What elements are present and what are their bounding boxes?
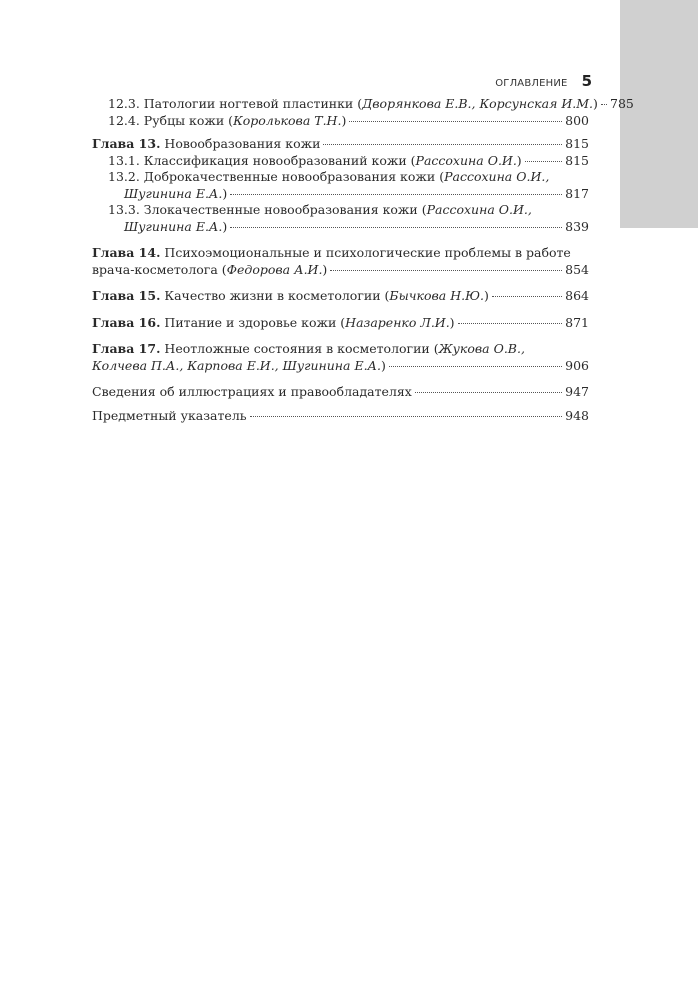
- leader-dots: [525, 161, 562, 162]
- chapter-tab: [620, 0, 698, 228]
- toc-entry-author: Жукова О.В.,: [438, 341, 525, 356]
- chapter-label: Глава 16.: [92, 314, 161, 330]
- toc-entry-author: Шугинина Е.А.: [124, 218, 223, 234]
- running-head: [478, 72, 592, 92]
- toc-entry-title: Неотложные состояния в косметологии (: [164, 341, 439, 356]
- chapter-label: Глава 13.: [92, 136, 161, 151]
- toc-entry-page: 864: [565, 288, 589, 303]
- chapter-label: Глава 15.: [92, 288, 161, 303]
- leader-dots: [415, 392, 562, 393]
- toc-entry-author: Шугинина Е.А.: [124, 185, 223, 201]
- toc-entry-author: Рассохина О.И.,: [426, 202, 532, 217]
- toc-entry-punct: ): [449, 314, 455, 330]
- toc-entry-illustrations[interactable]: [92, 384, 589, 401]
- toc-entry-punct: ): [322, 261, 328, 277]
- toc-entry-author: Дворянкова Е.В., Корсунская И.М.: [362, 96, 593, 111]
- toc-entry-chapter-17[interactable]: [92, 341, 589, 374]
- leader-dots: [250, 416, 562, 417]
- leader-dots: [230, 194, 562, 195]
- page-number: 5: [581, 72, 592, 90]
- toc-entry-title: 13.2. Доброкачественные новообразования кожи (: [108, 169, 445, 184]
- chapter-label: Глава 14.: [92, 245, 161, 260]
- leader-dots: [323, 144, 562, 145]
- toc-entry-title: Предметный указатель: [92, 407, 247, 423]
- toc-entry-title: 12.4. Рубцы кожи (: [108, 112, 234, 128]
- toc-entry-author: Назаренко Л.И.: [345, 314, 450, 330]
- toc-entry-title: 12.3. Патологии ногтевой пластинки (: [108, 96, 363, 111]
- toc-entry-title: Психоэмоциональные и психологические проблемы в работе: [164, 245, 571, 260]
- toc-entry-13-2[interactable]: [92, 169, 589, 202]
- toc-entry-title: Новообразования кожи: [164, 136, 321, 151]
- toc-entry-page: 871: [565, 314, 589, 330]
- toc-entry-punct: ): [222, 185, 228, 201]
- leader-dots: [492, 296, 562, 297]
- leader-dots: [330, 270, 562, 271]
- toc-entry-page: 906: [565, 357, 589, 373]
- toc-entry-page: 948: [565, 407, 589, 423]
- toc-entry-title: Качество жизни в косметологии (: [164, 288, 390, 303]
- leader-dots: [458, 323, 562, 324]
- leader-dots: [230, 227, 562, 228]
- toc-entry-page: 947: [565, 384, 589, 399]
- toc-entry-author: Бычкова Н.Ю.: [389, 288, 484, 303]
- leader-dots: [601, 104, 607, 105]
- toc-entry-author: Королькова Т.Н.: [233, 112, 342, 128]
- toc-entry-chapter-13[interactable]: [92, 136, 589, 153]
- toc-entry-title: врача-косметолога (: [92, 261, 227, 277]
- toc-entry-title: 13.1. Классификация новообразований кожи (: [108, 152, 416, 168]
- toc-entry-title: Сведения об иллюстрациях и правообладателях: [92, 384, 412, 399]
- toc-entry-chapter-14[interactable]: [92, 245, 589, 278]
- chapter-label: Глава 17.: [92, 341, 161, 356]
- toc-entry-punct: ): [222, 218, 228, 234]
- toc-entry-author: Колчева П.А., Карпова Е.И., Шугинина Е.А.: [92, 357, 381, 373]
- toc-entry-page: 815: [565, 136, 589, 151]
- toc-entry-page: 839: [565, 218, 589, 234]
- leader-dots: [349, 121, 562, 122]
- toc-entry-page: 785: [610, 96, 634, 111]
- toc-entry-punct: ): [592, 96, 598, 111]
- leader-dots: [389, 366, 562, 367]
- toc-entry-page: 854: [565, 261, 589, 277]
- toc-entry-punct: ): [516, 152, 522, 168]
- toc-entry-12-4[interactable]: [92, 113, 589, 130]
- toc-entry-author: Федорова А.И.: [226, 261, 323, 277]
- toc-entry-author: Рассохина О.И.: [415, 152, 517, 168]
- toc-entry-12-3[interactable]: [92, 96, 634, 113]
- toc-entry-page: 800: [565, 112, 589, 128]
- toc-entry-page: 817: [565, 185, 589, 201]
- toc-entry-chapter-15[interactable]: [92, 288, 589, 305]
- toc-entry-13-3[interactable]: [92, 202, 589, 235]
- toc-entry-chapter-16[interactable]: [92, 315, 589, 332]
- toc-entry-subject-index[interactable]: [92, 408, 589, 425]
- table-of-contents: [92, 96, 634, 424]
- toc-entry-author: Рассохина О.И.,: [444, 169, 550, 184]
- toc-entry-13-1[interactable]: [92, 153, 589, 170]
- toc-entry-punct: ): [341, 112, 347, 128]
- toc-entry-punct: ): [380, 357, 386, 373]
- toc-entry-page: 815: [565, 152, 589, 168]
- toc-entry-title: Питание и здоровье кожи (: [164, 314, 346, 330]
- toc-entry-punct: ): [484, 288, 489, 303]
- toc-entry-title: 13.3. Злокачественные новообразования кожи (: [108, 202, 427, 217]
- running-head-title: ОГЛАВЛЕНИЕ: [495, 78, 568, 89]
